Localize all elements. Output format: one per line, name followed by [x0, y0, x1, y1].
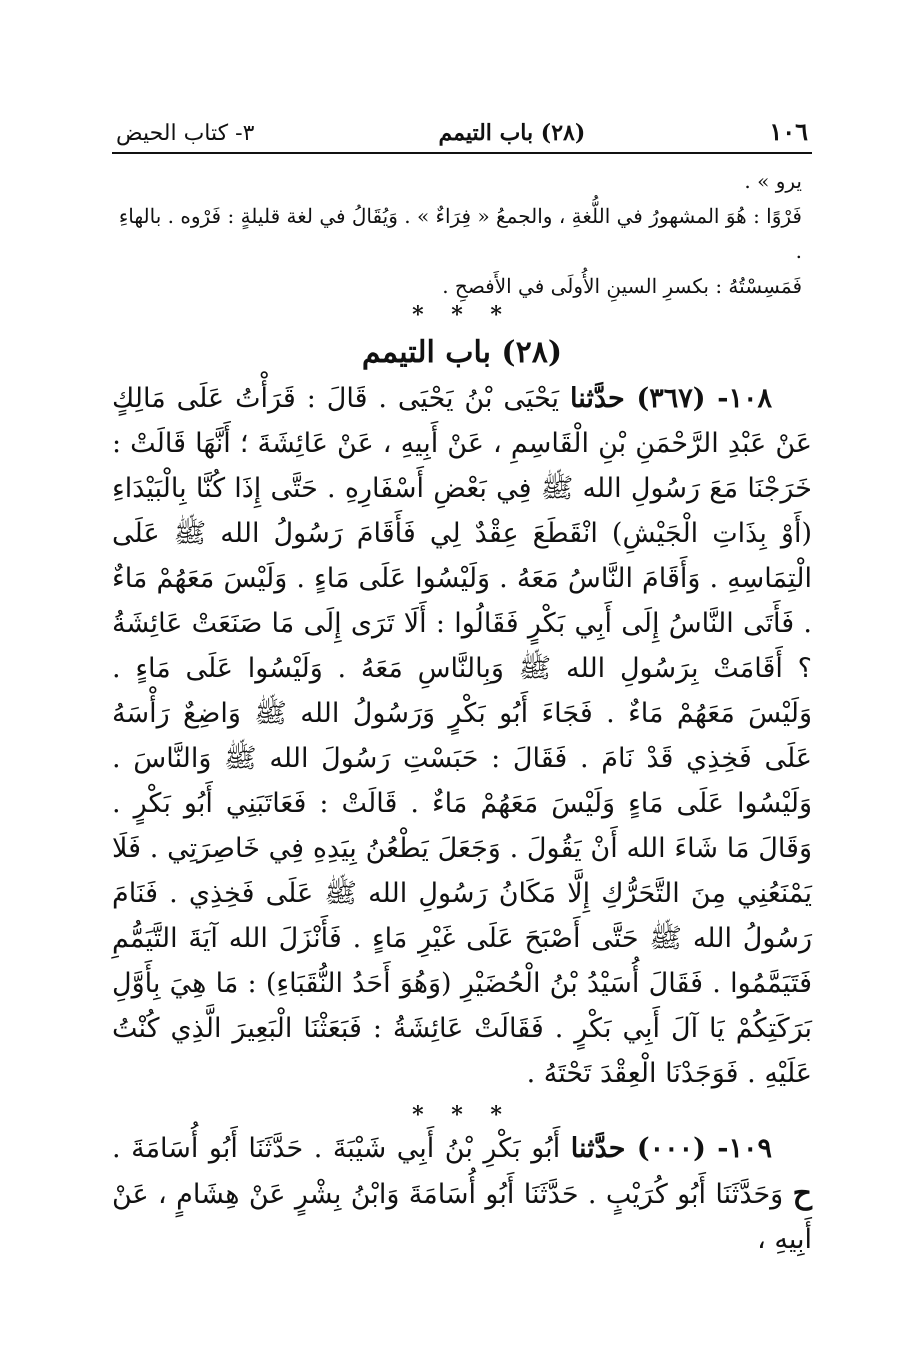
hadith-109-number: ١٠٩- (٠٠٠) حدَّثنا	[570, 1133, 772, 1164]
note-line: فَمَسِسْتُهُ : بكسرِ السينِ الأُولَى في الأَفصحِ .	[442, 274, 802, 298]
note-line: يرو » .	[744, 169, 802, 193]
hadith-108	[112, 376, 812, 1096]
hadith-109	[112, 1126, 812, 1262]
hadith-109-text-2: وَحَدَّثَنَا أَبُو كُرَيْبٍ . حَدَّثَنَا أَبُو أُسَامَةَ وَابْنُ بِشْرٍ عَنْ هِشَامٍ ، عَنْ أَبِيهِ ،	[112, 1179, 812, 1255]
book-title: ٣- كتاب الحيض	[116, 121, 255, 146]
chapter-title: (٢٨) باب التيمم	[438, 120, 586, 146]
footnotes	[112, 164, 812, 304]
separator: * * *	[412, 302, 512, 328]
page-number: ١٠٦	[769, 117, 808, 146]
tahwil-symbol: ح	[792, 1176, 812, 1211]
running-header	[112, 108, 812, 154]
note-line: فَرْوًا : هُوَ المشهورُ في اللُّغةِ ، والجمعُ « فِرَاءٌ » . وَيُقَالُ في لغة قليلةٍ : فَرْوه . بالهاءِ .	[118, 204, 802, 263]
section-heading: (٢٨) باب التيمم	[361, 335, 563, 370]
hadith-108-number: ١٠٨- (٣٦٧) حدَّثنا	[569, 383, 773, 414]
hadith-109-text-1: أَبُو بَكْرِ بْنُ أَبِي شَيْبَةَ . حَدَّثَنَا أَبُو أُسَامَةَ .	[112, 1133, 561, 1164]
hadith-108-text: يَحْيَى بْنُ يَحْيَى . قَالَ : قَرَأْتُ عَلَى مَالِكٍ عَنْ عَبْدِ الرَّحْمَنِ بْنِ الْقَاسِمِ ، عَنْ أَبِيهِ ، عَنْ عَائِشَةَ ؛ أَنَّهَا قَالَتْ : خَرَجْنَا مَعَ رَسُولِ الله ﷺ فِي بَعْضِ أَسْفَارِهِ . حَتَّى إِذَا كُنَّا بِالْبَيْدَاءِ (أَوْ بِذَاتِ الْجَيْشِ) انْقَطَعَ عِقْدٌ لِي فَأَقَامَ رَسُولُ الله ﷺ عَلَى الْتِمَاسِهِ . وَأَقَامَ النَّاسُ مَعَهُ . وَلَيْسُوا عَلَى مَاءٍ . وَلَيْسَ مَعَهُمْ مَاءٌ . فَأَتَى النَّاسُ إِلَى أَبِي بَكْرٍ فَقَالُوا : أَلَا تَرَى إِلَى مَا صَنَعَتْ عَائِشَةُ ؟ أَقَامَتْ بِرَسُولِ الله ﷺ وَبِالنَّاسِ مَعَهُ . وَلَيْسُوا عَلَى مَاءٍ . وَلَيْسَ مَعَهُمْ مَاءٌ . فَجَاءَ أَبُو بَكْرٍ وَرَسُولُ الله ﷺ وَاضِعٌ رَأْسَهُ عَلَى فَخِذِي قَدْ نَامَ . فَقَالَ : حَبَسْتِ رَسُولَ الله ﷺ وَالنَّاسَ . وَلَيْسُوا عَلَى مَاءٍ وَلَيْسَ مَعَهُمْ مَاءٌ . قَالَتْ : فَعَاتَبَنِي أَبُو بَكْرٍ . وَقَالَ مَا شَاءَ الله أَنْ يَقُولَ . وَجَعَلَ يَطْعُنُ بِيَدِهِ فِي خَاصِرَتِي . فَلَا يَمْنَعُنِي مِنَ التَّحَرُّكِ إِلَّا مَكَانُ رَسُولِ الله ﷺ عَلَى فَخِذِي . فَنَامَ رَسُولُ الله ﷺ حَتَّى أَصْبَحَ عَلَى غَيْرِ مَاءٍ . فَأَنْزَلَ الله آيَةَ التَّيَمُّمِ فَتَيَمَّمُوا . فَقَالَ أُسَيْدُ بْنُ الْحُضَيْرِ (وَهُوَ أَحَدُ النُّقَبَاءِ) : مَا هِيَ بِأَوَّلِ بَرَكَتِكُمْ يَا آلَ أَبِي بَكْرٍ . فَقَالَتْ عَائِشَةُ : فَبَعَثْنَا الْبَعِيرَ الَّذِي كُنْتُ عَلَيْهِ . فَوَجَدْنَا الْعِقْدَ تَحْتَهُ .	[112, 383, 812, 1089]
separator: * * *	[412, 1102, 512, 1128]
book-page	[112, 108, 812, 1262]
